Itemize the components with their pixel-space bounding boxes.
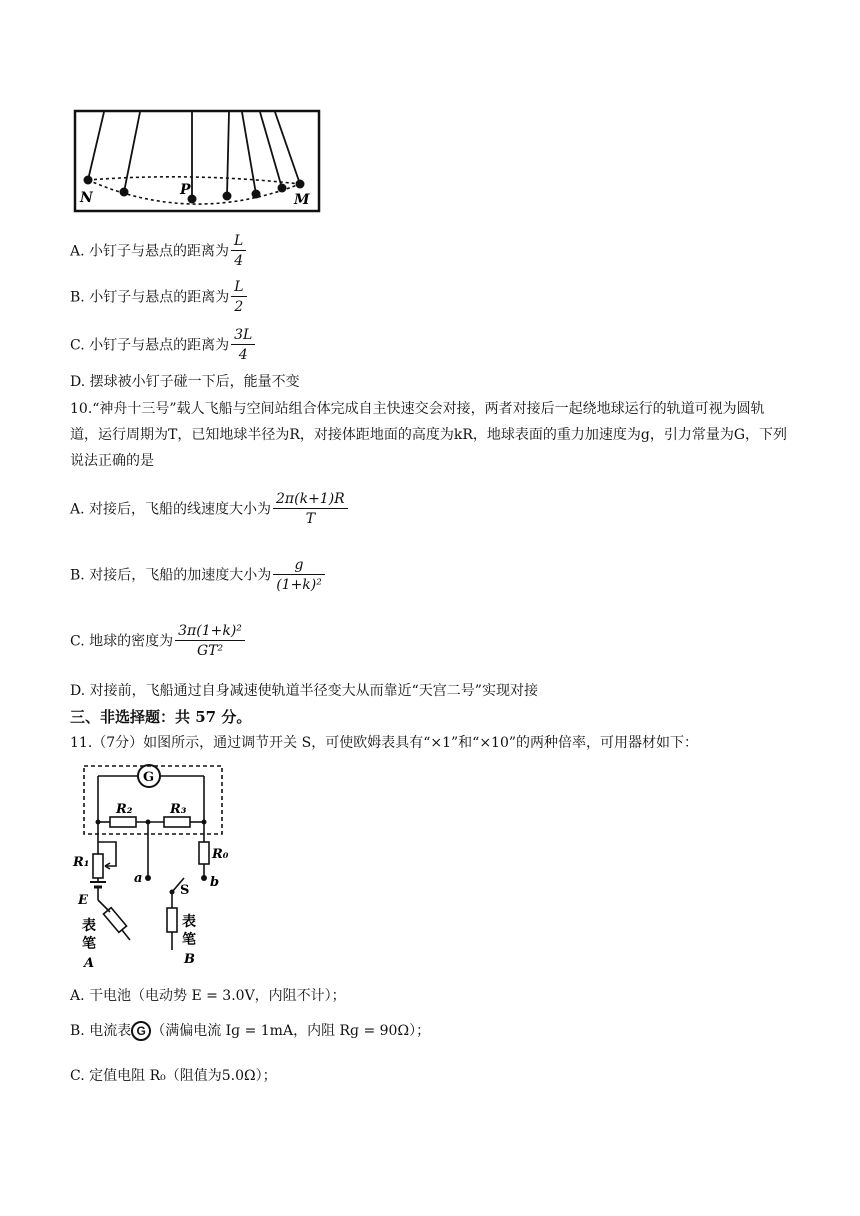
q10-stem: 10.“神舟十三号”载人飞船与空间站组合体完成自主快速交会对接，两者对接后一起绕地球运行的轨道可视为圆轨道，运行周期为T，已知地球半径为R，对接体距地面的高度为kR，地球表面的重力加速度为g，引力常量为G，下列说法正确的是: [70, 401, 788, 469]
q11-option-b: B. 电流表 G （满偏电流 Iɡ = 1mA，内阻 Rɡ = 90Ω）；: [70, 1023, 431, 1039]
r0-label: R₀: [212, 847, 229, 862]
label-m: M: [294, 192, 310, 208]
q9-option-a: A. 小钉子与悬点的距离为 $\frac{L}{4}$: [70, 232, 248, 271]
r2-label: R₂: [116, 802, 133, 817]
pen-a-char2: 笔: [82, 936, 96, 952]
q9-option-b: B. 小钉子与悬点的距离为 $\frac{L}{2}$: [70, 278, 249, 317]
section-title: 三、非选择题：共 57 分。: [70, 708, 252, 726]
fraction: $\frac{g}{\text{(1+k)²}}$: [273, 556, 325, 595]
q10-option-b: B. 对接后，飞船的加速度大小为 $\frac{g}{\text{(1+k)²}}$: [70, 556, 327, 595]
s-label: S: [180, 883, 190, 898]
r1-label: R₁: [73, 855, 90, 870]
e-label: E: [78, 893, 88, 908]
pendulum-figure: [72, 108, 322, 214]
fraction: $\frac{3L}{4}$: [231, 326, 255, 365]
q9-option-d: D. 摆球被小钉子碰一下后，能量不变: [70, 374, 300, 390]
q10-option-d: D. 对接前，飞船通过自身减速使轨道半径变大从而靠近“天宫二号”实现对接: [70, 683, 538, 699]
pen-a-char3: A: [84, 956, 95, 971]
galvanometer-icon: G: [131, 1021, 151, 1041]
label-p: P: [180, 182, 191, 198]
q10-option-c: C. 地球的密度为 $\frac{\text{3π(1+k)²}}{\text{GT²}}$: [70, 622, 247, 661]
fraction: $\frac{\text{3π(1+k)²}}{\text{GT²}}$: [175, 622, 245, 661]
pen-b-char2: 笔: [182, 932, 196, 948]
g-label: G: [143, 770, 155, 785]
label-n: N: [80, 190, 93, 206]
pen-b-char3: B: [184, 952, 195, 967]
q11-stem: 11.（7分）如图所示，通过调节开关 S，可使欧姆表具有“×1”和“×10”的两种倍率，可用器材如下：: [70, 735, 699, 751]
a-label: a: [134, 871, 143, 886]
fraction: $\frac{L}{4}$: [231, 232, 246, 271]
r3-label: R₃: [170, 802, 187, 817]
fraction: $\frac{2\pi(k+1)R}{T}$: [273, 490, 348, 529]
q10-option-a: A. 对接后，飞船的线速度大小为 $\frac{2\pi(k+1)R}{T}$: [70, 490, 350, 529]
q9-option-c: C. 小钉子与悬点的距离为 $\frac{3L}{4}$: [70, 326, 257, 365]
q11-option-c: C. 定值电阻 R₀（阻值为5.0Ω）；: [70, 1068, 277, 1084]
q11-option-a: A. 干电池（电动势 E = 3.0V，内阻不计）；: [70, 988, 346, 1004]
pen-b-char1: 表: [182, 914, 196, 930]
b-label: b: [210, 875, 220, 890]
circuit-figure: [72, 762, 232, 974]
fraction: $\frac{L}{2}$: [231, 278, 246, 317]
pen-a-char1: 表: [82, 918, 96, 934]
